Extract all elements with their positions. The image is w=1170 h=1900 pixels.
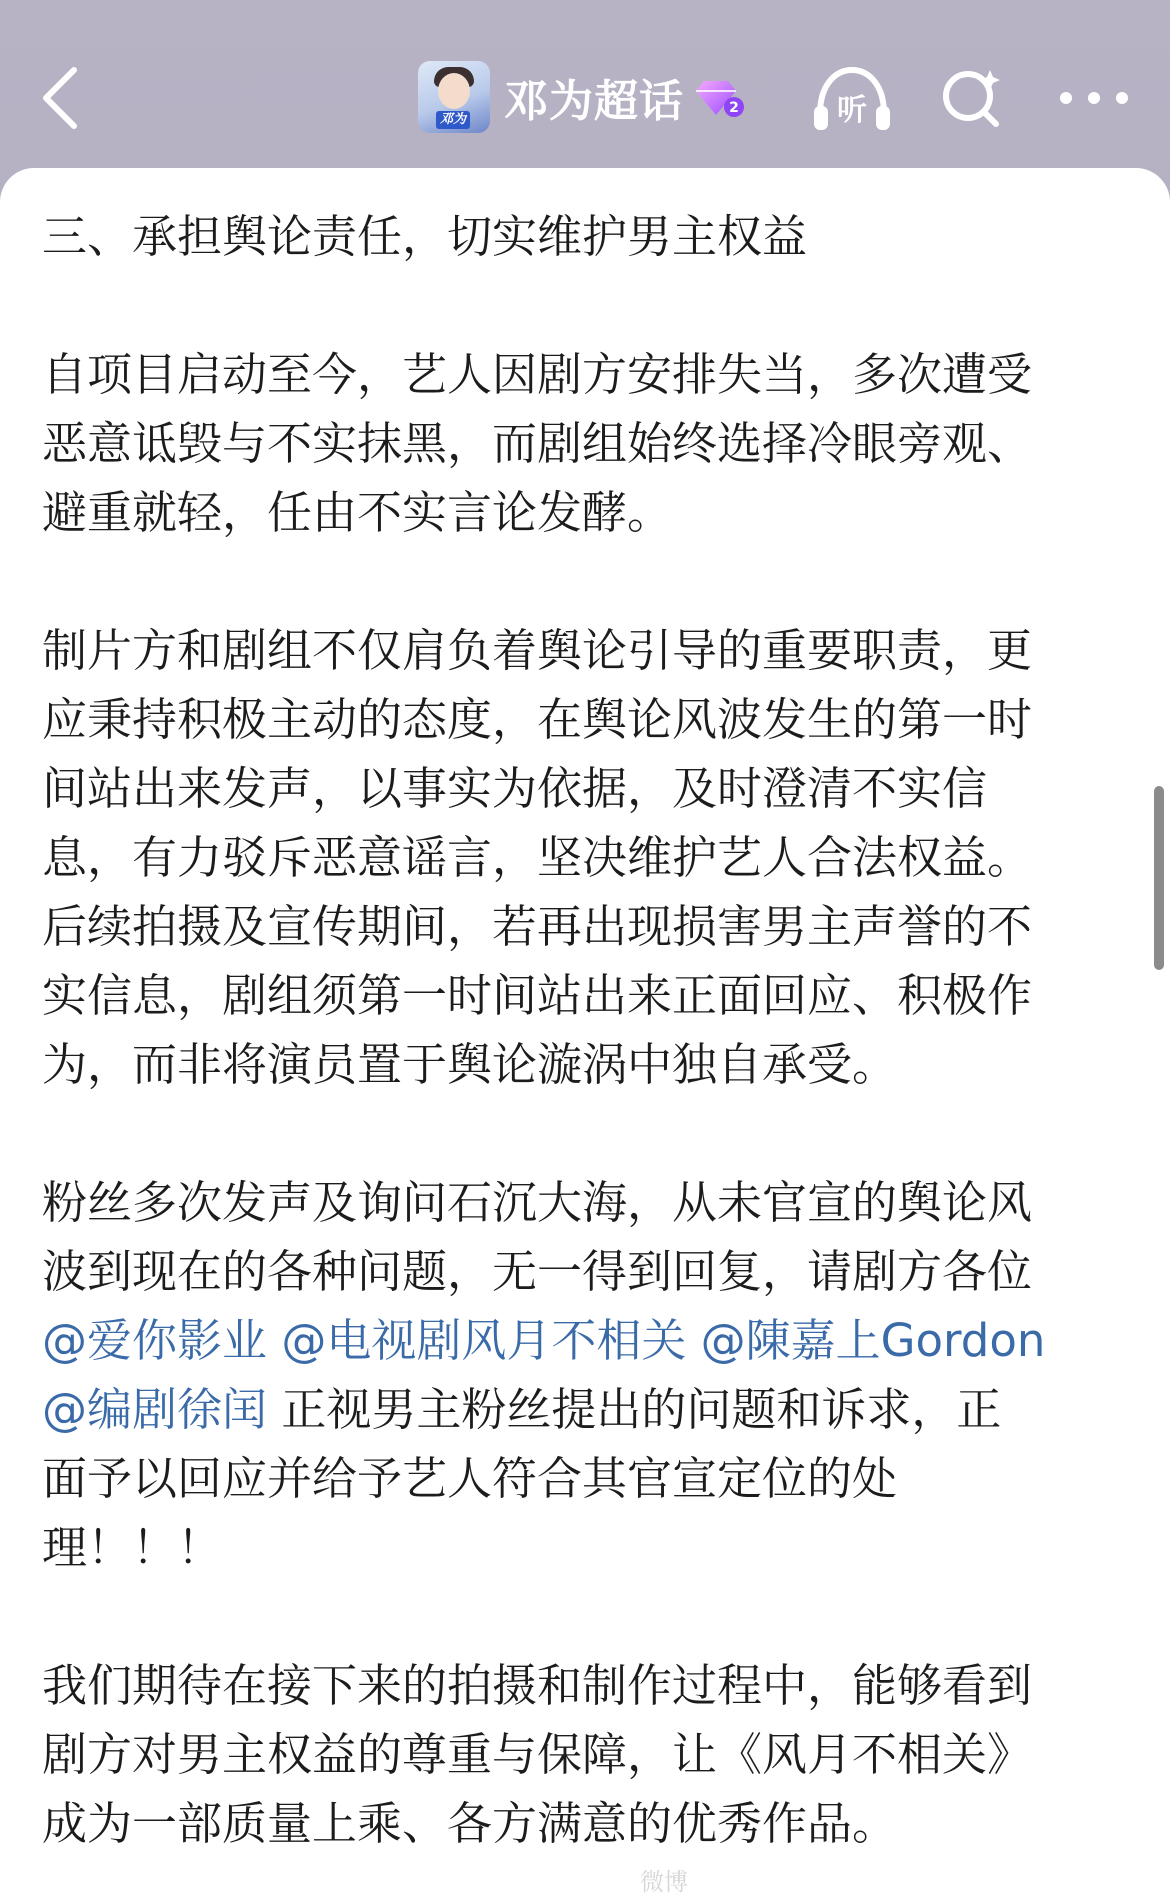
avatar-face-shape: [438, 73, 470, 109]
paragraph-line: 波到现在的各种问题，无一得到回复，请剧方各位: [42, 1245, 1033, 1298]
listen-button[interactable]: [810, 64, 894, 134]
mention-link-aini-film[interactable]: @爱你影业: [42, 1314, 268, 1367]
avatar-name-tag: 邓为: [436, 111, 470, 129]
weibo-watermark: 微博: [640, 1868, 688, 1896]
more-options-button[interactable]: [1054, 80, 1134, 116]
headphones-listen-icon: [810, 64, 894, 134]
mention-link-gordon[interactable]: @陳嘉上Gordon: [700, 1314, 1046, 1367]
listen-label: 听: [837, 93, 867, 128]
mention-link-tv-drama[interactable]: @电视剧风月不相关: [281, 1314, 687, 1367]
search-button[interactable]: [938, 62, 1008, 132]
diamond-level-icon[interactable]: [696, 75, 746, 119]
section-heading: 三、承担舆论责任，切实维护男主权益: [42, 210, 808, 263]
paragraph-text: 正视男主粉丝提出的问题和诉求，正: [267, 1383, 1002, 1436]
top-navigation-bar: [0, 0, 1170, 170]
paragraph-line: 理！！！: [42, 1521, 223, 1574]
paragraph-gap: [42, 271, 1122, 340]
scrollbar-thumb[interactable]: [1154, 786, 1164, 970]
supertopic-avatar[interactable]: [418, 61, 490, 133]
mention-line: [42, 1375, 1122, 1444]
back-button[interactable]: [32, 60, 92, 130]
more-dots-icon: [1054, 80, 1134, 116]
supertopic-title-group[interactable]: [418, 58, 746, 136]
paragraph-gap: [42, 1099, 1122, 1168]
search-icon: [938, 62, 1008, 132]
mention-link-screenwriter[interactable]: @编剧徐闰: [42, 1383, 268, 1436]
paragraph-line: 后续拍摄及宣传期间，若再出现损害男主声誉的不: [42, 900, 1033, 953]
paragraph-line: 应秉持积极主动的态度，在舆论风波发生的第一时: [42, 693, 1033, 746]
paragraph-line: 面予以回应并给予艺人符合其官宣定位的处: [42, 1452, 898, 1505]
paragraph-line: 成为一部质量上乘、各方满意的优秀作品。: [42, 1797, 898, 1850]
paragraph-line: 恶意诋毁与不实抹黑，而剧组始终选择冷眼旁观、: [42, 417, 1033, 470]
paragraph-line: 为，而非将演员置于舆论漩涡中独自承受。: [42, 1038, 898, 1091]
paragraph-line: 实信息，剧组须第一时间站出来正面回应、积极作: [42, 969, 1033, 1022]
mention-line: [42, 1306, 1122, 1375]
paragraph-gap: [42, 1582, 1122, 1651]
paragraph-line: 避重就轻，任由不实言论发酵。: [42, 486, 673, 539]
post-content-card: [0, 168, 1170, 1900]
paragraph-line: 剧方对男主权益的尊重与保障，让《风月不相关》: [42, 1728, 1033, 1781]
paragraph-line: 息，有力驳斥恶意谣言，坚决维护艺人合法权益。: [42, 831, 1033, 884]
paragraph-line: 自项目启动至今，艺人因剧方安排失当，多次遭受: [42, 348, 1033, 401]
paragraph-line: 制片方和剧组不仅肩负着舆论引导的重要职责，更: [42, 624, 1033, 677]
back-chevron-icon: [32, 60, 92, 130]
paragraph-gap: [42, 547, 1122, 616]
level-number: 2: [729, 100, 739, 116]
paragraph-line: 我们期待在接下来的拍摄和制作过程中，能够看到: [42, 1659, 1033, 1712]
page-title[interactable]: 邓为超话: [504, 76, 684, 127]
post-body: [42, 202, 1122, 1858]
paragraph-line: 粉丝多次发声及询问石沉大海，从未官宣的舆论风: [42, 1176, 1033, 1229]
paragraph-line: 间站出来发声，以事实为依据，及时澄清不实信: [42, 762, 988, 815]
